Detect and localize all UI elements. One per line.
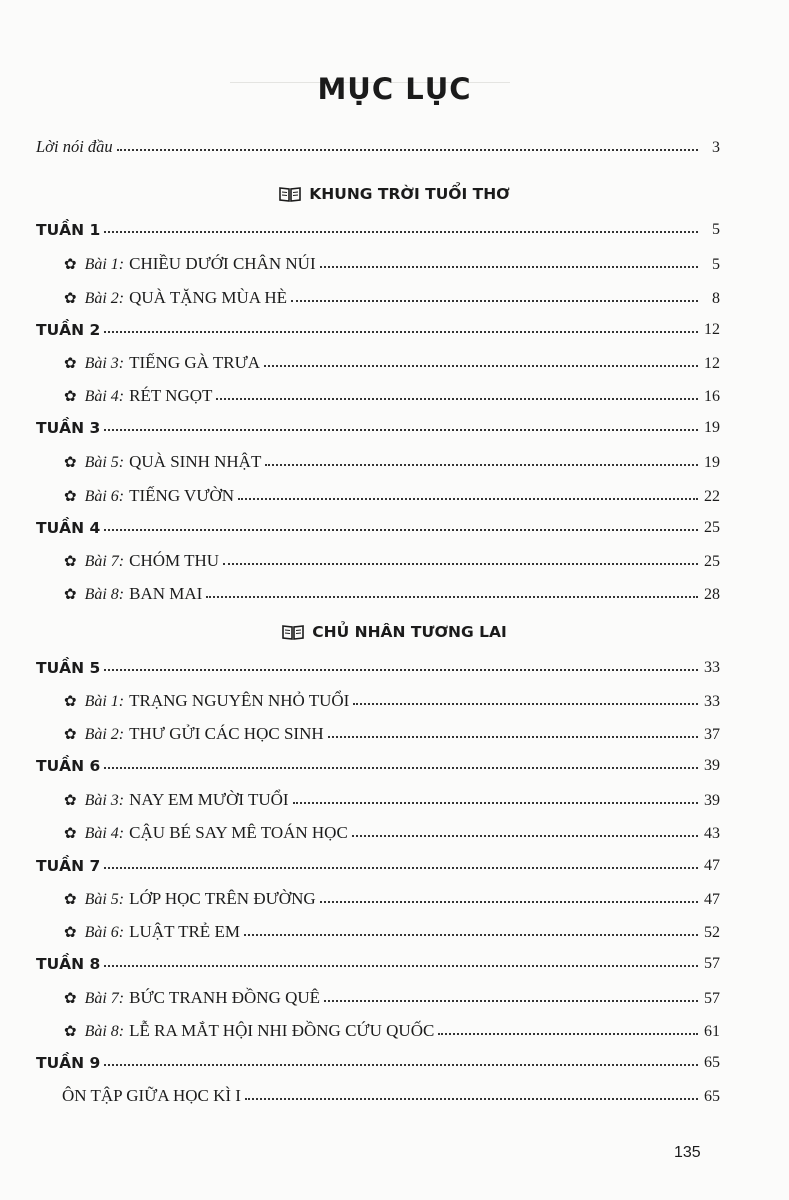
flower-icon: ✿ bbox=[64, 727, 77, 743]
toc-review[interactable] bbox=[62, 1080, 720, 1106]
lesson-prefix: Bài 3: bbox=[84, 792, 125, 809]
section-title: CHỦ NHÂN TƯƠNG LAI bbox=[312, 623, 507, 641]
dot-leader bbox=[216, 398, 698, 400]
lesson-prefix: Bài 8: bbox=[84, 586, 125, 603]
lesson-title: CẬU BÉ SAY MÊ TOÁN HỌC bbox=[129, 823, 348, 842]
week-page: 39 bbox=[704, 757, 720, 774]
lesson-title: LỚP HỌC TRÊN ĐƯỜNG bbox=[129, 889, 316, 908]
toc-week[interactable] bbox=[36, 213, 720, 239]
toc-week[interactable] bbox=[36, 651, 720, 677]
toc-lesson[interactable] bbox=[64, 380, 720, 406]
lesson-title: BAN MAI bbox=[129, 584, 203, 603]
lesson-page: 19 bbox=[704, 454, 720, 471]
lesson-title: TIẾNG VƯỜN bbox=[129, 486, 235, 505]
lesson-title: CHÓM THU bbox=[129, 551, 220, 570]
flower-icon: ✿ bbox=[64, 356, 77, 372]
lesson-prefix: Bài 5: bbox=[84, 891, 125, 908]
lesson-prefix: Bài 7: bbox=[84, 990, 125, 1007]
dot-leader bbox=[104, 965, 698, 967]
week-page: 47 bbox=[704, 857, 720, 874]
dot-leader bbox=[353, 703, 698, 705]
flower-icon: ✿ bbox=[64, 489, 77, 505]
lesson-title: LUẬT TRẺ EM bbox=[129, 922, 240, 941]
week-label: TUẦN 3 bbox=[36, 419, 101, 437]
dot-leader bbox=[104, 867, 698, 869]
lesson-page: 57 bbox=[704, 990, 720, 1007]
week-label: TUẦN 2 bbox=[36, 321, 101, 339]
toc-week[interactable] bbox=[36, 849, 720, 875]
lesson-page: 52 bbox=[704, 924, 720, 941]
toc-lesson[interactable] bbox=[64, 446, 720, 472]
review-title: ÔN TẬP GIỮA HỌC KÌ I bbox=[62, 1086, 241, 1105]
preface-page: 3 bbox=[712, 139, 720, 156]
lesson-title: CHIỀU DƯỚI CHÂN NÚI bbox=[129, 254, 316, 273]
dot-leader bbox=[104, 529, 698, 531]
lesson-prefix: Bài 7: bbox=[84, 553, 125, 570]
toc-preface[interactable] bbox=[36, 131, 720, 157]
flower-icon: ✿ bbox=[64, 793, 77, 809]
week-page: 57 bbox=[704, 955, 720, 972]
lesson-prefix: Bài 4: bbox=[84, 388, 125, 405]
lesson-title: RÉT NGỌT bbox=[129, 386, 213, 405]
flower-icon: ✿ bbox=[64, 991, 77, 1007]
lesson-title: TRẠNG NGUYÊN NHỎ TUỔI bbox=[129, 691, 350, 710]
dot-leader bbox=[117, 149, 698, 151]
lesson-prefix: Bài 4: bbox=[84, 825, 125, 842]
week-label: TUẦN 7 bbox=[36, 857, 101, 875]
flower-icon: ✿ bbox=[64, 826, 77, 842]
review-page: 65 bbox=[704, 1088, 720, 1105]
page-number: 135 bbox=[674, 1144, 701, 1161]
toc-lesson[interactable] bbox=[64, 578, 720, 604]
toc-lesson[interactable] bbox=[64, 685, 720, 711]
dot-leader bbox=[104, 231, 698, 233]
toc-week[interactable] bbox=[36, 1046, 720, 1072]
toc-lesson[interactable] bbox=[64, 916, 720, 942]
open-book-icon bbox=[282, 624, 304, 640]
dot-leader bbox=[104, 331, 698, 333]
dot-leader bbox=[438, 1033, 698, 1035]
dot-leader bbox=[293, 802, 698, 804]
lesson-prefix: Bài 2: bbox=[84, 290, 125, 307]
week-label: TUẦN 1 bbox=[36, 221, 101, 239]
flower-icon: ✿ bbox=[64, 291, 77, 307]
toc-lesson[interactable] bbox=[64, 718, 720, 744]
lesson-title: QUÀ SINH NHẬT bbox=[129, 452, 262, 471]
dot-leader bbox=[223, 563, 698, 565]
dot-leader bbox=[238, 498, 698, 500]
section-heading bbox=[0, 182, 789, 206]
dot-leader bbox=[244, 934, 698, 936]
lesson-title: NAY EM MƯỜI TUỔI bbox=[129, 790, 289, 809]
week-label: TUẦN 4 bbox=[36, 519, 101, 537]
week-label: TUẦN 5 bbox=[36, 659, 101, 677]
week-page: 19 bbox=[704, 419, 720, 436]
lesson-prefix: Bài 1: bbox=[84, 693, 125, 710]
flower-icon: ✿ bbox=[64, 554, 77, 570]
toc-lesson[interactable] bbox=[64, 347, 720, 373]
dot-leader bbox=[352, 835, 698, 837]
lesson-prefix: Bài 6: bbox=[84, 924, 125, 941]
dot-leader bbox=[320, 266, 698, 268]
dot-leader bbox=[104, 669, 698, 671]
week-page: 65 bbox=[704, 1054, 720, 1071]
toc-week[interactable] bbox=[36, 947, 720, 973]
toc-week[interactable] bbox=[36, 749, 720, 775]
flower-icon: ✿ bbox=[64, 257, 77, 273]
week-page: 12 bbox=[704, 321, 720, 338]
lesson-page: 5 bbox=[712, 256, 720, 273]
week-label: TUẦN 6 bbox=[36, 757, 101, 775]
week-page: 25 bbox=[704, 519, 720, 536]
toc-week[interactable] bbox=[36, 313, 720, 339]
toc-lesson[interactable] bbox=[64, 282, 720, 308]
lesson-prefix: Bài 2: bbox=[84, 726, 125, 743]
lesson-page: 16 bbox=[704, 388, 720, 405]
lesson-page: 43 bbox=[704, 825, 720, 842]
lesson-prefix: Bài 1: bbox=[84, 256, 125, 273]
lesson-prefix: Bài 5: bbox=[84, 454, 125, 471]
lesson-page: 28 bbox=[704, 586, 720, 603]
dot-leader bbox=[264, 365, 698, 367]
flower-icon: ✿ bbox=[64, 925, 77, 941]
lesson-page: 47 bbox=[704, 891, 720, 908]
lesson-page: 12 bbox=[704, 355, 720, 372]
toc-lesson[interactable] bbox=[64, 480, 720, 506]
open-book-icon bbox=[279, 186, 301, 202]
toc-lesson[interactable] bbox=[64, 248, 720, 274]
dot-leader bbox=[104, 1064, 698, 1066]
flower-icon: ✿ bbox=[64, 389, 77, 405]
preface-label: Lời nói đầu bbox=[36, 137, 113, 156]
lesson-title: LỄ RA MẮT HỘI NHI ĐỒNG CỨU QUỐC bbox=[129, 1021, 435, 1040]
toc-lesson[interactable] bbox=[64, 883, 720, 909]
dot-leader bbox=[104, 429, 698, 431]
lesson-page: 25 bbox=[704, 553, 720, 570]
lesson-page: 8 bbox=[712, 290, 720, 307]
dot-leader bbox=[324, 1000, 698, 1002]
flower-icon: ✿ bbox=[64, 892, 77, 908]
toc-lesson[interactable] bbox=[64, 784, 720, 810]
dot-leader bbox=[206, 596, 698, 598]
week-page: 5 bbox=[712, 221, 720, 238]
toc-lesson[interactable] bbox=[64, 817, 720, 843]
toc-week[interactable] bbox=[36, 511, 720, 537]
lesson-page: 37 bbox=[704, 726, 720, 743]
dot-leader bbox=[245, 1098, 698, 1100]
lesson-prefix: Bài 3: bbox=[84, 355, 125, 372]
week-page: 33 bbox=[704, 659, 720, 676]
dot-leader bbox=[265, 464, 698, 466]
flower-icon: ✿ bbox=[64, 694, 77, 710]
week-label: TUẦN 9 bbox=[36, 1054, 101, 1072]
lesson-title: TIẾNG GÀ TRƯA bbox=[129, 353, 261, 372]
dot-leader bbox=[104, 767, 698, 769]
dot-leader bbox=[328, 736, 698, 738]
lesson-page: 22 bbox=[704, 488, 720, 505]
toc-week[interactable] bbox=[36, 411, 720, 437]
flower-icon: ✿ bbox=[64, 587, 77, 603]
dot-leader bbox=[320, 901, 698, 903]
lesson-title: QUÀ TẶNG MÙA HÈ bbox=[129, 288, 288, 307]
section-title: KHUNG TRỜI TUỔI THƠ bbox=[309, 185, 510, 203]
toc-lesson[interactable] bbox=[64, 545, 720, 571]
week-label: TUẦN 8 bbox=[36, 955, 101, 973]
lesson-page: 39 bbox=[704, 792, 720, 809]
lesson-title: BỨC TRANH ĐỒNG QUÊ bbox=[129, 988, 321, 1007]
lesson-page: 33 bbox=[704, 693, 720, 710]
page-title: MỤC LỤC bbox=[317, 72, 472, 106]
section-heading bbox=[0, 620, 789, 644]
lesson-prefix: Bài 8: bbox=[84, 1023, 125, 1040]
toc-lesson[interactable] bbox=[64, 1015, 720, 1041]
flower-icon: ✿ bbox=[64, 1024, 77, 1040]
lesson-title: THƯ GỬI CÁC HỌC SINH bbox=[129, 724, 324, 743]
lesson-page: 61 bbox=[704, 1023, 720, 1040]
dot-leader bbox=[291, 300, 698, 302]
toc-lesson[interactable] bbox=[64, 982, 720, 1008]
lesson-prefix: Bài 6: bbox=[84, 488, 125, 505]
flower-icon: ✿ bbox=[64, 455, 77, 471]
